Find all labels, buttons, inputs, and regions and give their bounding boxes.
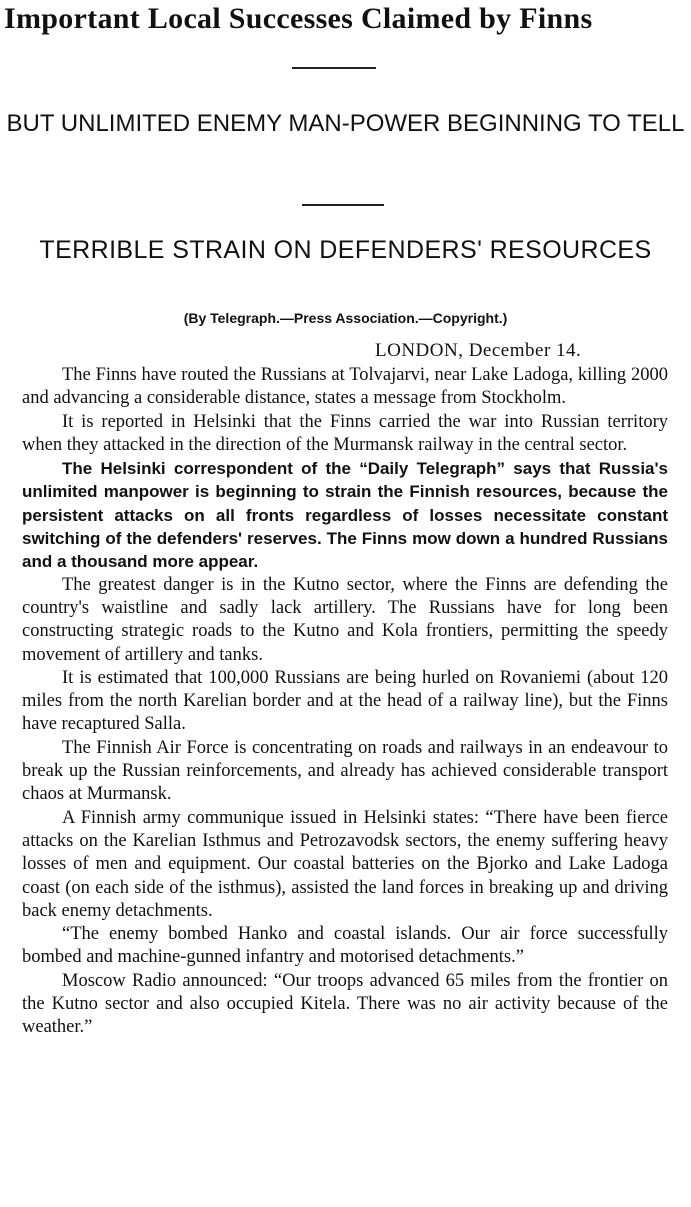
- divider-rule: [292, 67, 376, 69]
- article-body: [22, 364, 668, 1040]
- article-paragraph: The Finns have routed the Russians at Tolvajarvi, near Lake Ladoga, killing 2000 and advancing a considerable distance, states a message from Stockholm.: [22, 365, 668, 409]
- article-paragraph: It is reported in Helsinki that the Finns carried the war into Russian territory when they attacked in the direction of the Murmansk railway in the central sector.: [22, 411, 668, 455]
- article-paragraph: It is estimated that 100,000 Russians are being hurled on Rovaniemi (about 120 miles from the north Karelian border and at the head of a railway line), but the Finns have recaptured Salla.: [22, 667, 668, 735]
- article-paragraph-bold: The Helsinki correspondent of the “Daily Telegraph” says that Russia's unlimited manpower is beginning to strain the Finnish resources, because the persistent attacks on all fronts regardless of losses necessitate constant switching of the defenders' reserves. The Finns mow down a hundred Russians and a thousand more appear.: [22, 459, 668, 572]
- wire-credit: (By Telegraph.—Press Association.—Copyright.): [183, 310, 508, 326]
- article-paragraph: “The enemy bombed Hanko and coastal islands. Our air force successfully bombed and machine-gunned infantry and motorised detachments.”: [22, 924, 668, 968]
- headline-primary: Important Local Successes Claimed by Finns: [4, 2, 593, 35]
- article-paragraph: A Finnish army communique issued in Helsinki states: “There have been fierce attacks on the Karelian Isthmus and Petrozavodsk sectors, the enemy suffering heavy losses of men and equipment. Our coastal batteries on the Bjorko and Lake Ladoga coast (on each side of the isthmus), assisted the land forces in breaking up and driving back enemy detachments.: [22, 807, 668, 921]
- article-paragraph: The greatest danger is in the Kutno sector, where the Finns are defending the country's waistline and sadly lack artillery. The Russians have for long been constructing strategic roads to the Kutno and Kola frontiers, permitting the speedy movement of artillery and tanks.: [22, 574, 668, 665]
- divider-rule: [302, 204, 384, 206]
- article-paragraph: The Finnish Air Force is concentrating on roads and railways in an endeavour to break up the Russian reinforcements, and already has achieved considerable transport chaos at Murmansk.: [22, 737, 668, 805]
- headline-secondary: BUT UNLIMITED ENEMY MAN-POWER BEGINNING TO TELL: [6, 110, 685, 137]
- article-paragraph: Moscow Radio announced: “Our troops advanced 65 miles from the frontier on the Kutno sector and also occupied Kitela. There was no air activity because of the weather.”: [22, 970, 668, 1038]
- headline-tertiary: TERRIBLE STRAIN ON DEFENDERS' RESOURCES: [39, 236, 652, 264]
- dateline: LONDON, December 14.: [375, 340, 582, 361]
